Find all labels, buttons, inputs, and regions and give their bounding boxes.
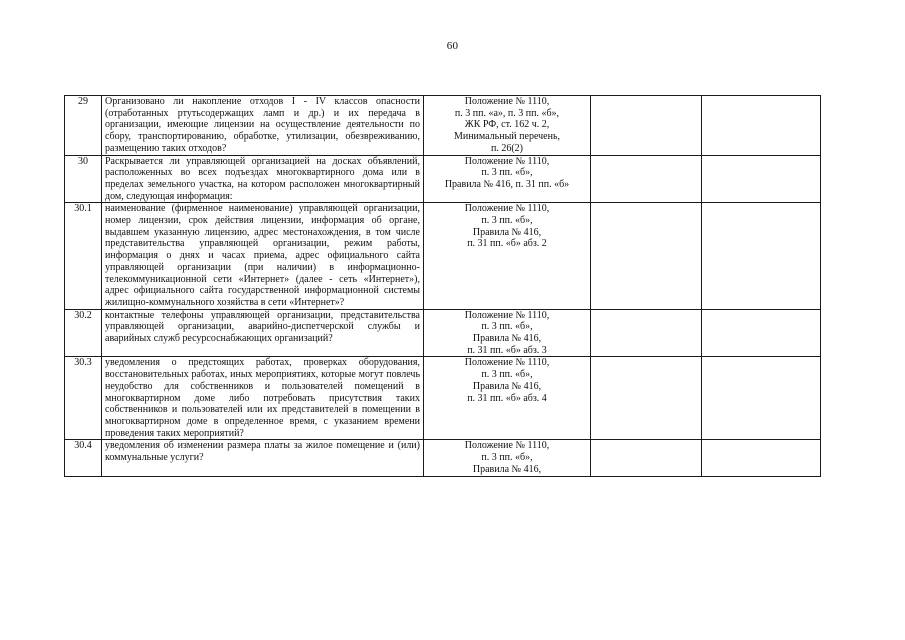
table-row-30-3: [65, 357, 821, 440]
question-text: контактные телефоны управляющей организации, представительства управляющей организации, аварийно-диспетчерской службы и аварийных служб ресурсоснабжающих организаций?: [102, 309, 424, 357]
checklist-table: [64, 95, 821, 477]
page-number: 60: [446, 40, 459, 52]
note-cell: [702, 440, 821, 476]
note-cell: [702, 155, 821, 203]
legal-reference: Положение № 1110, п. 3 пп. «б», Правила № 416, п. 31 пп. «б» абз. 3: [424, 309, 591, 357]
question-text: Раскрывается ли управляющей организацией на досках объявлений, расположенных во всех подъездах многоквартирного дома или в пределах земельного участка, на котором расположен многоквартирный дом, следующая информация:: [102, 155, 424, 203]
answer-cell: [591, 357, 702, 440]
row-number: 30.4: [65, 440, 102, 476]
legal-reference: Положение № 1110, п. 3 пп. «б», Правила № 416, п. 31 пп. «б» абз. 2: [424, 203, 591, 309]
note-cell: [702, 203, 821, 309]
legal-reference: Положение № 1110, п. 3 пп. «б», Правила № 416, п. 31 пп. «б» абз. 4: [424, 357, 591, 440]
row-number: 30: [65, 155, 102, 203]
row-number: 30.1: [65, 203, 102, 309]
table-row-30: [65, 155, 821, 203]
question-text: уведомления об изменении размера платы за жилое помещение и (или) коммунальные услуги?: [102, 440, 424, 476]
note-cell: [702, 357, 821, 440]
question-text: наименование (фирменное наименование) управляющей организации, номер лицензии, срок действия лицензии, информация об органе, выдавшем указанную лицензию, адрес местонахождения, в том числе представительства управляющей организации, режим работы, информация о днях и часах приема, адрес официального сайта управляющей организации (при наличии) в информационно-телекоммуникационной сети «Интернет» (далее - сеть «Интернет»), адрес официального сайта государственной информационной системы жилищно-коммунального хозяйства в сети «Интернет»?: [102, 203, 424, 309]
table-row-29: [65, 96, 821, 156]
note-cell: [702, 309, 821, 357]
table-row-30-4: [65, 440, 821, 476]
table-row-30-2: [65, 309, 821, 357]
note-cell: [702, 96, 821, 156]
legal-reference: Положение № 1110, п. 3 пп. «а», п. 3 пп. «б», ЖК РФ, ст. 162 ч. 2, Минимальный перечень, п. 26(2): [424, 96, 591, 156]
table-row-30-1: [65, 203, 821, 309]
question-text: уведомления о предстоящих работах, проверках оборудования, восстановительных работах, иных мероприятиях, которые могут повлечь неудобство для собственников и пользователей помещений в многоквартирном доме либо потребовать присутствия таких собственников и пользователей или их представителей в помещении в многоквартирном доме в определенное время, с указанием времени проведения таких мероприятий?: [102, 357, 424, 440]
legal-reference: Положение № 1110, п. 3 пп. «б», Правила № 416,: [424, 440, 591, 476]
row-number: 30.2: [65, 309, 102, 357]
question-text: Организовано ли накопление отходов I - IV классов опасности (отработанных ртутьсодержащих ламп и др.) и их передача в организации, имеющие лицензии на осуществление деятельности по сбору, транспортированию, обработке, утилизации, обезвреживанию, размещению таких отходов?: [102, 96, 424, 156]
answer-cell: [591, 309, 702, 357]
row-number: 30.3: [65, 357, 102, 440]
answer-cell: [591, 155, 702, 203]
answer-cell: [591, 96, 702, 156]
answer-cell: [591, 440, 702, 476]
row-number: 29: [65, 96, 102, 156]
answer-cell: [591, 203, 702, 309]
legal-reference: Положение № 1110, п. 3 пп. «б», Правила № 416, п. 31 пп. «б»: [424, 155, 591, 203]
